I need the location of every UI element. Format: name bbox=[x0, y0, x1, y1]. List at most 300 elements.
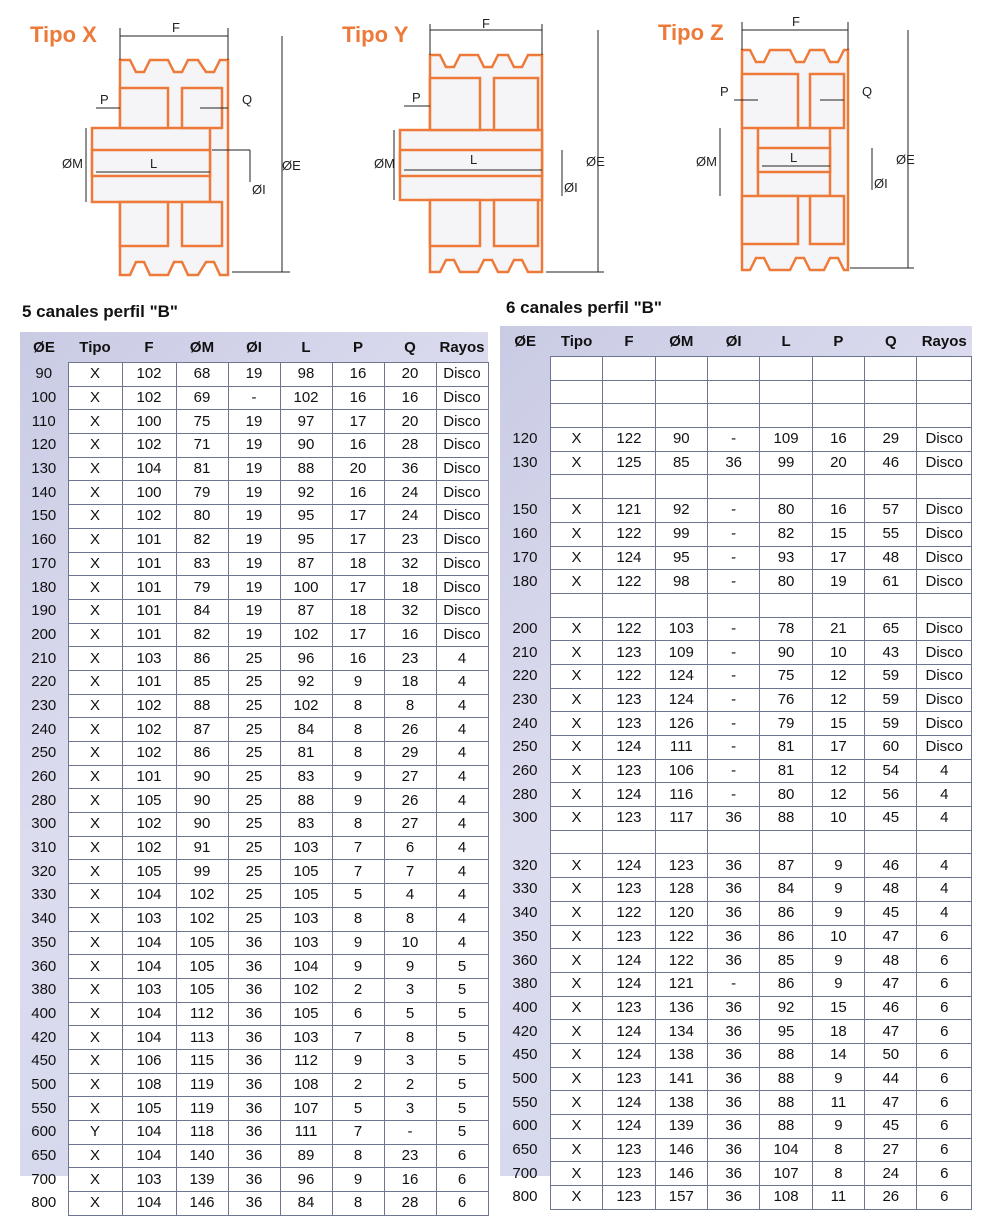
table-row bbox=[500, 380, 972, 404]
table-cell: 19 bbox=[228, 363, 280, 387]
table-cell: X bbox=[550, 925, 602, 949]
table-cell: X bbox=[550, 570, 602, 594]
table-cell: 27 bbox=[384, 813, 436, 837]
table-row bbox=[20, 481, 488, 505]
table-cell: 125 bbox=[603, 451, 655, 475]
label-p: P bbox=[720, 84, 729, 99]
table-cell: 4 bbox=[436, 670, 488, 694]
table-cell: X bbox=[68, 836, 122, 860]
table-cell: 122 bbox=[603, 570, 655, 594]
table-cell: 83 bbox=[280, 765, 332, 789]
table-cell: 19 bbox=[812, 570, 864, 594]
table-cell: 20 bbox=[384, 410, 436, 434]
table-cell bbox=[812, 404, 864, 428]
table-cell: 6 bbox=[917, 1043, 972, 1067]
row-diameter: 200 bbox=[31, 625, 57, 643]
table-cell: 124 bbox=[603, 1115, 655, 1139]
table-cell: 69 bbox=[176, 386, 228, 410]
table-cell: 11 bbox=[812, 1186, 864, 1210]
table-cell: X bbox=[68, 481, 122, 505]
table-cell: 95 bbox=[760, 1020, 812, 1044]
table-cell: 9 bbox=[812, 972, 864, 996]
table-cell: 25 bbox=[228, 860, 280, 884]
table-cell: 98 bbox=[655, 570, 707, 594]
table-cell: X bbox=[68, 694, 122, 718]
table-row bbox=[20, 1168, 488, 1192]
table-row bbox=[500, 759, 972, 783]
table-cell: 48 bbox=[865, 878, 917, 902]
table-cell: 25 bbox=[228, 765, 280, 789]
table-cell: 36 bbox=[228, 1121, 280, 1145]
row-diameter: 250 bbox=[512, 738, 538, 756]
table-cell: 11 bbox=[812, 1091, 864, 1115]
table-cell: 98 bbox=[280, 363, 332, 387]
table-cell: 4 bbox=[436, 860, 488, 884]
row-diameter: 450 bbox=[31, 1052, 57, 1070]
table-cell: 75 bbox=[760, 664, 812, 688]
table-cell: 124 bbox=[603, 949, 655, 973]
table-cell: 55 bbox=[865, 522, 917, 546]
table-cell: 90 bbox=[655, 428, 707, 452]
table-cell: 102 bbox=[280, 623, 332, 647]
table-cell: 100 bbox=[122, 410, 176, 434]
table-cell: 90 bbox=[176, 789, 228, 813]
table-row bbox=[20, 1073, 488, 1097]
table-cell: - bbox=[707, 712, 759, 736]
table-cell bbox=[707, 380, 759, 404]
table-cell: 2 bbox=[384, 1073, 436, 1097]
table-row bbox=[500, 451, 972, 475]
table-cell: Disco bbox=[917, 664, 972, 688]
table-cell: X bbox=[550, 664, 602, 688]
table-cell: 124 bbox=[655, 688, 707, 712]
table-cell: 36 bbox=[707, 1067, 759, 1091]
label-i: ØI bbox=[252, 182, 266, 197]
table-cell: 4 bbox=[917, 807, 972, 831]
label-e: ØE bbox=[896, 152, 915, 167]
table-cell: 111 bbox=[280, 1121, 332, 1145]
table-cell: X bbox=[550, 996, 602, 1020]
table-cell: X bbox=[68, 1026, 122, 1050]
table-cell: 95 bbox=[280, 528, 332, 552]
table-cell: 97 bbox=[280, 410, 332, 434]
table-cell: 9 bbox=[812, 949, 864, 973]
table-row bbox=[500, 1020, 972, 1044]
table-cell: Disco bbox=[917, 546, 972, 570]
table-cell: 146 bbox=[176, 1192, 228, 1216]
table-cell bbox=[917, 380, 972, 404]
table-cell: - bbox=[707, 499, 759, 523]
table-cell: 101 bbox=[122, 623, 176, 647]
table-cell bbox=[603, 404, 655, 428]
table-cell: 138 bbox=[655, 1043, 707, 1067]
table-cell: 36 bbox=[707, 996, 759, 1020]
table-cell: 113 bbox=[176, 1026, 228, 1050]
table-cell: 26 bbox=[865, 1186, 917, 1210]
label-f: F bbox=[792, 14, 800, 29]
table-cell: 12 bbox=[812, 759, 864, 783]
table-cell: 102 bbox=[122, 434, 176, 458]
table-cell: 12 bbox=[812, 664, 864, 688]
table-cell: 101 bbox=[122, 528, 176, 552]
table-cell: 32 bbox=[384, 552, 436, 576]
table-cell: 17 bbox=[332, 505, 384, 529]
table-cell: 12 bbox=[812, 688, 864, 712]
table-cell: 17 bbox=[332, 623, 384, 647]
row-diameter: 160 bbox=[512, 525, 538, 543]
table-cell: 36 bbox=[228, 1144, 280, 1168]
diagram-title: Tipo Z bbox=[658, 20, 724, 45]
table-cell: 65 bbox=[865, 617, 917, 641]
table-cell: 121 bbox=[655, 972, 707, 996]
table-row bbox=[500, 522, 972, 546]
table-cell: Disco bbox=[436, 505, 488, 529]
table-cell: 104 bbox=[122, 1026, 176, 1050]
table-cell bbox=[760, 357, 812, 381]
column-header: F bbox=[624, 332, 634, 350]
table-cell: Disco bbox=[917, 570, 972, 594]
table-cell: 103 bbox=[655, 617, 707, 641]
table-cell: 96 bbox=[280, 647, 332, 671]
row-diameter: 700 bbox=[512, 1164, 538, 1182]
table-cell: - bbox=[707, 783, 759, 807]
table-cell: 105 bbox=[122, 1097, 176, 1121]
row-diameter: 120 bbox=[512, 430, 538, 448]
table-cell: 36 bbox=[228, 1097, 280, 1121]
diagram-tipo-z bbox=[650, 0, 984, 290]
table-cell: 124 bbox=[603, 736, 655, 760]
table-cell: 101 bbox=[122, 552, 176, 576]
table-cell: 104 bbox=[280, 955, 332, 979]
row-diameter: 550 bbox=[31, 1099, 57, 1117]
table-row bbox=[500, 499, 972, 523]
table-cell: 2 bbox=[332, 978, 384, 1002]
table-cell: Disco bbox=[436, 552, 488, 576]
table-cell: X bbox=[550, 1115, 602, 1139]
row-diameter bbox=[500, 380, 550, 404]
table-cell: 104 bbox=[760, 1138, 812, 1162]
table-cell: 19 bbox=[228, 481, 280, 505]
row-diameter: 280 bbox=[31, 791, 57, 809]
table-cell: 99 bbox=[655, 522, 707, 546]
table-cell: 4 bbox=[436, 765, 488, 789]
left-spec-table bbox=[20, 332, 489, 1216]
table-cell: 15 bbox=[812, 712, 864, 736]
table-cell: - bbox=[707, 664, 759, 688]
table-cell: 118 bbox=[176, 1121, 228, 1145]
table-cell: 47 bbox=[865, 972, 917, 996]
table-cell: 84 bbox=[280, 718, 332, 742]
table-cell: 5 bbox=[436, 1002, 488, 1026]
table-cell: 8 bbox=[812, 1138, 864, 1162]
table-cell: 88 bbox=[280, 789, 332, 813]
table-cell: 101 bbox=[122, 576, 176, 600]
table-row bbox=[20, 978, 488, 1002]
column-header: Tipo bbox=[560, 332, 593, 350]
table-cell: X bbox=[550, 736, 602, 760]
row-diameter: 210 bbox=[512, 643, 538, 661]
table-cell: 47 bbox=[865, 1020, 917, 1044]
table-cell: 36 bbox=[228, 1002, 280, 1026]
table-cell: 25 bbox=[228, 670, 280, 694]
label-i: ØI bbox=[564, 180, 578, 195]
table-row bbox=[20, 670, 488, 694]
table-row bbox=[500, 712, 972, 736]
table-cell: X bbox=[550, 546, 602, 570]
table-cell: Disco bbox=[436, 434, 488, 458]
table-cell: 81 bbox=[760, 759, 812, 783]
table-cell bbox=[707, 475, 759, 499]
table-cell: 3 bbox=[384, 1049, 436, 1073]
table-cell: X bbox=[68, 457, 122, 481]
table-cell: 71 bbox=[176, 434, 228, 458]
table-cell bbox=[550, 475, 602, 499]
table-cell: 104 bbox=[122, 884, 176, 908]
table-row bbox=[500, 1043, 972, 1067]
table-cell: 6 bbox=[917, 1020, 972, 1044]
table-cell: 9 bbox=[812, 854, 864, 878]
table-cell: 43 bbox=[865, 641, 917, 665]
table-cell: 123 bbox=[603, 641, 655, 665]
table-cell: 134 bbox=[655, 1020, 707, 1044]
table-cell: 102 bbox=[122, 813, 176, 837]
table-cell: 25 bbox=[228, 742, 280, 766]
table-row bbox=[20, 363, 488, 387]
right-spec-table bbox=[500, 326, 972, 1210]
table-cell: 95 bbox=[655, 546, 707, 570]
table-cell: 106 bbox=[655, 759, 707, 783]
table-cell: X bbox=[550, 1162, 602, 1186]
table-cell: X bbox=[68, 576, 122, 600]
table-cell: 19 bbox=[228, 576, 280, 600]
label-p: P bbox=[100, 92, 109, 107]
table-cell: - bbox=[707, 617, 759, 641]
table-cell: 108 bbox=[760, 1186, 812, 1210]
table-row bbox=[500, 593, 972, 617]
table-cell: 23 bbox=[384, 528, 436, 552]
table-cell: 92 bbox=[280, 670, 332, 694]
table-cell: 25 bbox=[228, 884, 280, 908]
table-cell: 10 bbox=[812, 641, 864, 665]
table-cell bbox=[812, 593, 864, 617]
table-cell: 36 bbox=[707, 925, 759, 949]
table-row bbox=[500, 570, 972, 594]
table-cell: 107 bbox=[760, 1162, 812, 1186]
row-diameter: 220 bbox=[31, 673, 57, 691]
table-cell: 99 bbox=[176, 860, 228, 884]
table-cell: 46 bbox=[865, 854, 917, 878]
row-diameter bbox=[500, 830, 550, 854]
column-header: ØE bbox=[514, 332, 537, 350]
table-cell: 4 bbox=[917, 759, 972, 783]
table-cell: 5 bbox=[436, 955, 488, 979]
column-header: Q bbox=[404, 338, 416, 356]
table-cell: 59 bbox=[865, 712, 917, 736]
table-cell: 102 bbox=[122, 363, 176, 387]
table-row bbox=[500, 1162, 972, 1186]
table-cell: X bbox=[68, 765, 122, 789]
table-cell: 19 bbox=[228, 599, 280, 623]
table-cell: 47 bbox=[865, 925, 917, 949]
table-row bbox=[500, 404, 972, 428]
table-cell: 105 bbox=[176, 931, 228, 955]
table-cell bbox=[917, 593, 972, 617]
table-cell: X bbox=[550, 807, 602, 831]
table-cell: X bbox=[550, 783, 602, 807]
table-cell: X bbox=[68, 1002, 122, 1026]
row-diameter: 350 bbox=[512, 927, 538, 945]
table-row bbox=[20, 742, 488, 766]
table-cell: 44 bbox=[865, 1067, 917, 1091]
row-diameter: 110 bbox=[31, 412, 56, 430]
table-cell: 84 bbox=[176, 599, 228, 623]
table-row bbox=[500, 854, 972, 878]
table-cell bbox=[707, 357, 759, 381]
table-cell: 102 bbox=[280, 386, 332, 410]
table-cell bbox=[812, 830, 864, 854]
table-cell: 36 bbox=[707, 854, 759, 878]
table-cell: X bbox=[550, 617, 602, 641]
table-cell: 86 bbox=[176, 647, 228, 671]
row-diameter: 240 bbox=[512, 714, 538, 732]
table-cell: X bbox=[68, 718, 122, 742]
table-cell: 123 bbox=[603, 925, 655, 949]
table-cell: 24 bbox=[384, 481, 436, 505]
table-cell: 123 bbox=[655, 854, 707, 878]
table-cell: 9 bbox=[332, 789, 384, 813]
table-cell: 7 bbox=[332, 860, 384, 884]
table-cell bbox=[707, 593, 759, 617]
table-cell: 122 bbox=[603, 901, 655, 925]
label-m: ØM bbox=[62, 156, 83, 171]
row-diameter: 100 bbox=[31, 389, 57, 407]
row-diameter: 800 bbox=[31, 1194, 57, 1212]
table-cell: 123 bbox=[603, 1186, 655, 1210]
table-cell: 19 bbox=[228, 505, 280, 529]
table-cell: X bbox=[68, 552, 122, 576]
table-cell: 56 bbox=[865, 783, 917, 807]
table-cell: 105 bbox=[280, 884, 332, 908]
row-diameter: 260 bbox=[31, 768, 57, 786]
table-cell: 6 bbox=[917, 996, 972, 1020]
row-diameter: 320 bbox=[31, 862, 57, 880]
row-diameter: 300 bbox=[31, 815, 57, 833]
table-cell: X bbox=[550, 854, 602, 878]
table-row bbox=[500, 996, 972, 1020]
table-header-row bbox=[20, 332, 488, 363]
table-cell: 7 bbox=[332, 1026, 384, 1050]
column-header: L bbox=[301, 338, 311, 356]
table-row bbox=[500, 428, 972, 452]
table-cell: 123 bbox=[603, 688, 655, 712]
label-m: ØM bbox=[374, 156, 395, 171]
table-cell bbox=[707, 830, 759, 854]
table-cell: 5 bbox=[436, 1026, 488, 1050]
table-cell: 124 bbox=[603, 972, 655, 996]
table-cell: 146 bbox=[655, 1162, 707, 1186]
table-cell: 122 bbox=[603, 664, 655, 688]
table-cell: - bbox=[707, 428, 759, 452]
table-cell: Disco bbox=[436, 457, 488, 481]
table-row bbox=[20, 907, 488, 931]
row-diameter: 650 bbox=[512, 1141, 538, 1159]
table-cell bbox=[603, 357, 655, 381]
table-row bbox=[20, 434, 488, 458]
row-diameter: 330 bbox=[512, 880, 538, 898]
table-cell: 19 bbox=[228, 434, 280, 458]
row-diameter: 650 bbox=[31, 1147, 57, 1165]
row-diameter: 140 bbox=[31, 483, 57, 501]
row-diameter: 600 bbox=[512, 1117, 538, 1135]
table-cell: 104 bbox=[122, 931, 176, 955]
row-diameter: 350 bbox=[31, 933, 57, 951]
table-cell: 87 bbox=[280, 552, 332, 576]
column-header: ØM bbox=[189, 338, 215, 356]
table-cell: X bbox=[68, 742, 122, 766]
table-cell: 45 bbox=[865, 1115, 917, 1139]
table-cell: 123 bbox=[603, 759, 655, 783]
table-cell: 46 bbox=[865, 451, 917, 475]
table-cell: 120 bbox=[655, 901, 707, 925]
table-cell: 4 bbox=[917, 854, 972, 878]
table-cell: 87 bbox=[176, 718, 228, 742]
table-cell: 104 bbox=[122, 1192, 176, 1216]
table-cell: 27 bbox=[865, 1138, 917, 1162]
table-cell: 16 bbox=[332, 363, 384, 387]
row-diameter: 150 bbox=[512, 501, 538, 519]
table-cell: X bbox=[68, 647, 122, 671]
table-cell: 119 bbox=[176, 1097, 228, 1121]
table-cell: 18 bbox=[384, 670, 436, 694]
column-header: Q bbox=[884, 332, 897, 350]
table-cell: 36 bbox=[228, 1026, 280, 1050]
label-p: P bbox=[412, 90, 421, 105]
table-cell: 102 bbox=[122, 742, 176, 766]
table-cell: Disco bbox=[917, 736, 972, 760]
right-table-panel bbox=[500, 326, 972, 1206]
table-cell: 10 bbox=[812, 925, 864, 949]
table-cell: 27 bbox=[384, 765, 436, 789]
table-cell: 26 bbox=[384, 789, 436, 813]
label-e: ØE bbox=[282, 158, 301, 173]
label-l: L bbox=[790, 150, 798, 165]
table-cell: 18 bbox=[332, 552, 384, 576]
table-cell: X bbox=[68, 884, 122, 908]
table-cell: 9 bbox=[332, 670, 384, 694]
table-row bbox=[500, 925, 972, 949]
table-cell: 6 bbox=[436, 1192, 488, 1216]
table-cell bbox=[917, 830, 972, 854]
table-row bbox=[500, 546, 972, 570]
table-cell: X bbox=[68, 789, 122, 813]
table-cell: 102 bbox=[122, 505, 176, 529]
table-row bbox=[500, 949, 972, 973]
label-l: L bbox=[470, 152, 478, 167]
left-table-panel bbox=[20, 332, 488, 1212]
table-cell: 9 bbox=[332, 1049, 384, 1073]
table-cell: 36 bbox=[707, 1138, 759, 1162]
table-row bbox=[20, 410, 488, 434]
table-cell: 23 bbox=[384, 647, 436, 671]
table-cell: 4 bbox=[436, 647, 488, 671]
table-cell: 16 bbox=[384, 623, 436, 647]
table-cell: 101 bbox=[122, 670, 176, 694]
table-row bbox=[20, 1002, 488, 1026]
table-cell: 100 bbox=[122, 481, 176, 505]
table-cell: - bbox=[707, 641, 759, 665]
table-cell: 18 bbox=[812, 1020, 864, 1044]
table-cell: 83 bbox=[280, 813, 332, 837]
